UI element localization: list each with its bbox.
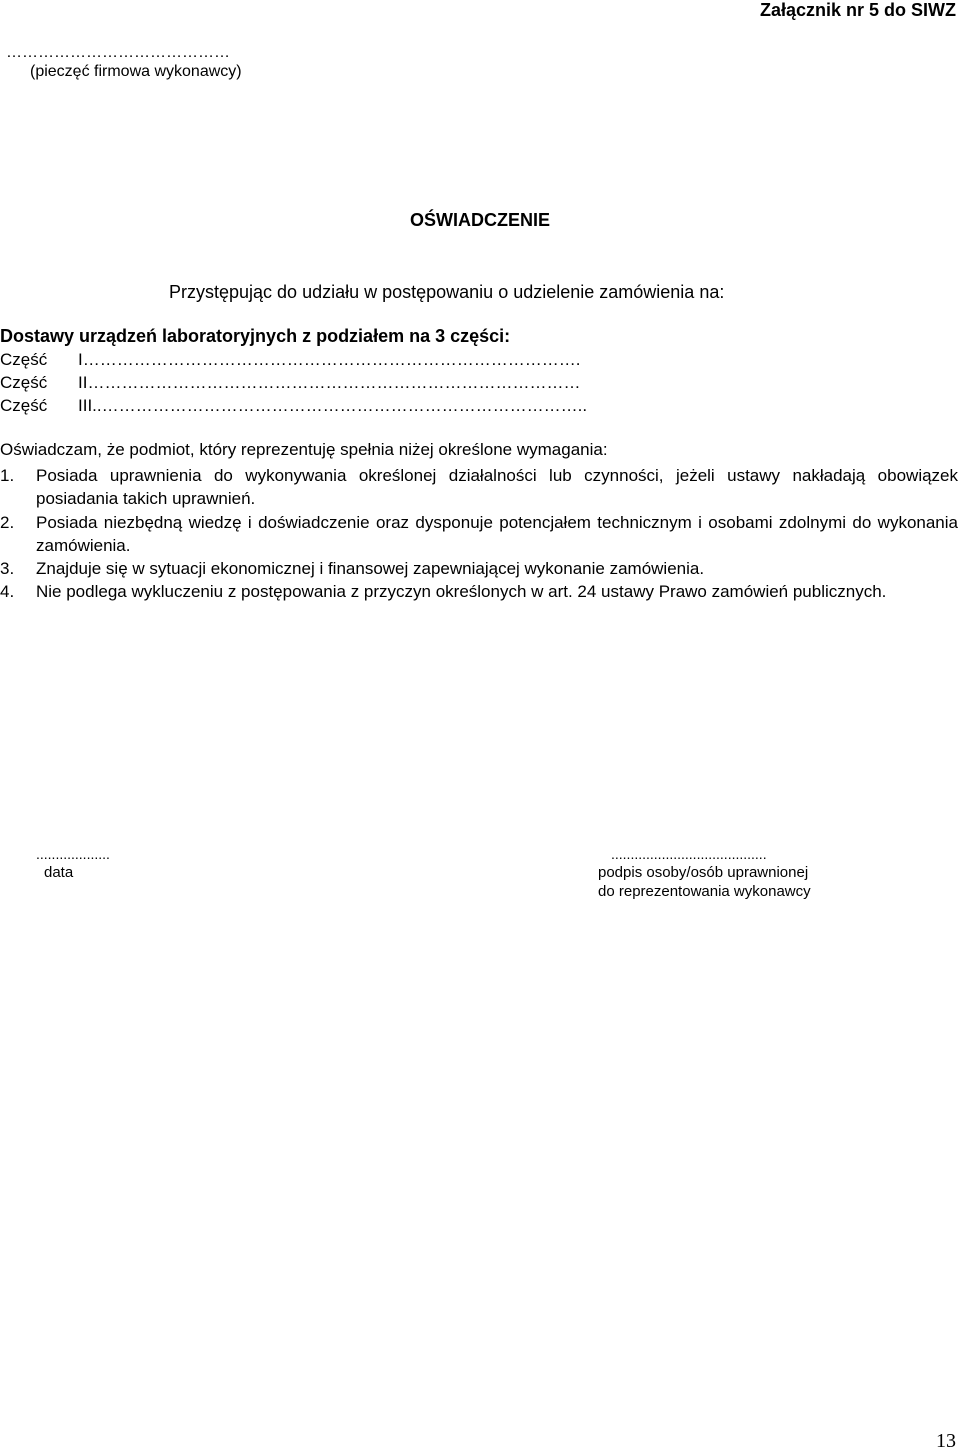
date-label: data [44, 864, 74, 881]
requirement-number: 4. [0, 582, 15, 601]
part-label: Część [0, 373, 48, 392]
part-value: II…………………………………………………………………………… [78, 373, 581, 392]
requirement-text: Znajduje się w sytuacji ekonomicznej i finansowej zapewniającej wykonanie zamówienia. [36, 559, 705, 578]
requirement-item [0, 464, 958, 510]
requirement-text: Posiada niezbędną wiedzę i doświadczenie oraz dysponuje potencjałem technicznym i osobami zdolnymi do wykonania zamówienia. [36, 513, 958, 555]
requirement-number: 2. [0, 513, 15, 532]
company-stamp-placeholder: …………………………………… [6, 44, 230, 61]
part-line-3 [0, 396, 587, 416]
page-number: 13 [936, 1430, 956, 1452]
company-stamp-label: (pieczęć firmowa wykonawcy) [30, 63, 242, 80]
part-line-1 [0, 350, 580, 370]
part-value: III..………………………………………………………………………….. [78, 396, 588, 415]
requirement-item [0, 557, 958, 580]
requirement-number: 3. [0, 559, 15, 578]
annex-label: Załącznik nr 5 do SIWZ [759, 0, 956, 20]
requirement-number: 1. [0, 466, 15, 485]
signature-label-line1: podpis osoby/osób uprawnionej [598, 864, 809, 881]
intro-text: Przystępując do udziału w postępowaniu o udzielenie zamówienia na: [169, 282, 725, 302]
part-line-2 [0, 373, 580, 393]
requirement-text: Posiada uprawnienia do wykonywania określonej działalności lub czynności, jeżeli ustawy nakładają obowiązek posiadania takich uprawnień. [36, 466, 958, 508]
part-value: I……………………………………………………………………………. [78, 350, 581, 369]
part-label: Część [0, 396, 48, 415]
requirement-text: Nie podlega wykluczeniu z postępowania z przyczyn określonych w art. 24 ustawy Prawo zamówień publicznych. [36, 582, 887, 601]
requirement-item [0, 580, 958, 603]
signature-label-line2: do reprezentowania wykonawcy [598, 883, 811, 900]
order-subject: Dostawy urządzeń laboratoryjnych z podziałem na 3 części: [0, 326, 511, 346]
date-placeholder: ................... [36, 846, 110, 862]
declaration-text: Oświadczam, że podmiot, który reprezentuję spełnia niżej określone wymagania: [0, 440, 608, 459]
signature-placeholder: ........................................ [611, 846, 767, 862]
part-label: Część [0, 350, 48, 369]
requirement-item [0, 511, 958, 557]
document-title: OŚWIADCZENIE [409, 210, 550, 230]
